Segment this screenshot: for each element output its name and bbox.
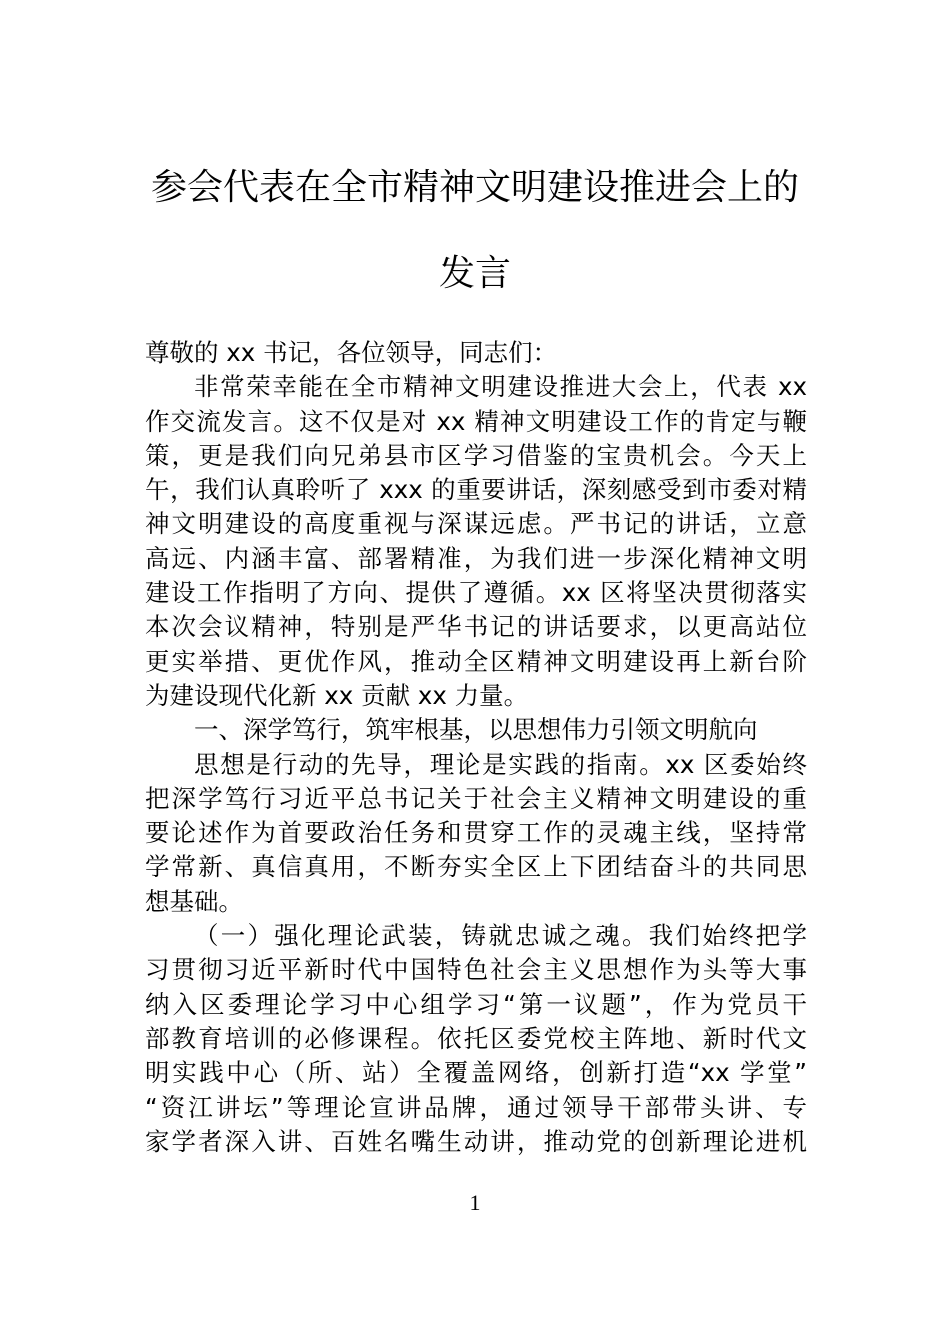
salutation-line: 尊敬的 xx 书记，各位领导，同志们： — [145, 338, 558, 367]
body-line: 建设工作指明了方向、提供了遵循。xx 区将坚决贯彻落实 — [145, 578, 807, 608]
body-line: 想基础。 — [145, 886, 243, 916]
body-line: 家学者深入讲、百姓名嘴生动讲，推动党的创新理论进机 — [145, 1126, 807, 1156]
body-line: 更实举措、更优作风，推动全区精神文明建设再上新台阶 — [145, 646, 807, 676]
body-line: 策，更是我们向兄弟县市区学习借鉴的宝贵机会。今天上 — [145, 440, 807, 470]
body-line: 思想是行动的先导，理论是实践的指南。xx 区委始终 — [194, 749, 807, 779]
body-line: 把深学笃行习近平总书记关于社会主义精神文明建设的重 — [145, 783, 807, 813]
title-line-2: 发言 — [438, 253, 511, 294]
body-line: 为建设现代化新 xx 贡献 xx 力量。 — [145, 680, 529, 710]
body-line: 学常新、真信真用，不断夯实全区上下团结奋斗的共同思 — [145, 852, 807, 882]
body-line: 非常荣幸能在全市精神文明建设推进大会上，代表 xx — [194, 372, 807, 402]
body-line: 午，我们认真聆听了 xxx 的重要讲话，深刻感受到市委对精 — [145, 475, 807, 505]
body-line: 明实践中心（所、站）全覆盖网络，创新打造“xx 学堂” — [145, 1058, 807, 1088]
body-line: 本次会议精神，特别是严华书记的讲话要求，以更高站位 — [145, 612, 807, 642]
section-heading: 一、深学笃行，筑牢根基，以思想伟力引领文明航向 — [194, 715, 758, 745]
title-line-1: 参会代表在全市精神文明建设推进会上的 — [150, 167, 799, 208]
body-line: 神文明建设的高度重视与深谋远虑。严书记的讲话，立意 — [145, 509, 807, 539]
body-line: 要论述作为首要政治任务和贯穿工作的灵魂主线，坚持常 — [145, 818, 807, 848]
subsection-line: （一）强化理论武装，铸就忠诚之魂。我们始终把学 — [194, 921, 807, 951]
body-line: 高远、内涵丰富、部署精准，为我们进一步深化精神文明 — [145, 543, 807, 573]
page-number: 1 — [469, 1190, 481, 1215]
body-line: 作交流发言。这不仅是对 xx 精神文明建设工作的肯定与鞭 — [145, 406, 807, 436]
body-line: “资江讲坛”等理论宣讲品牌，通过领导干部带头讲、专 — [145, 1092, 807, 1122]
document-body — [145, 336, 807, 1159]
body-line: 部教育培训的必修课程。依托区委党校主阵地、新时代文 — [145, 1023, 807, 1053]
body-line: 习贯彻习近平新时代中国特色社会主义思想作为头等大事 — [145, 955, 807, 985]
body-line: 纳入区委理论学习中心组学习“第一议题”，作为党员干 — [145, 989, 807, 1019]
document-title — [145, 166, 805, 296]
